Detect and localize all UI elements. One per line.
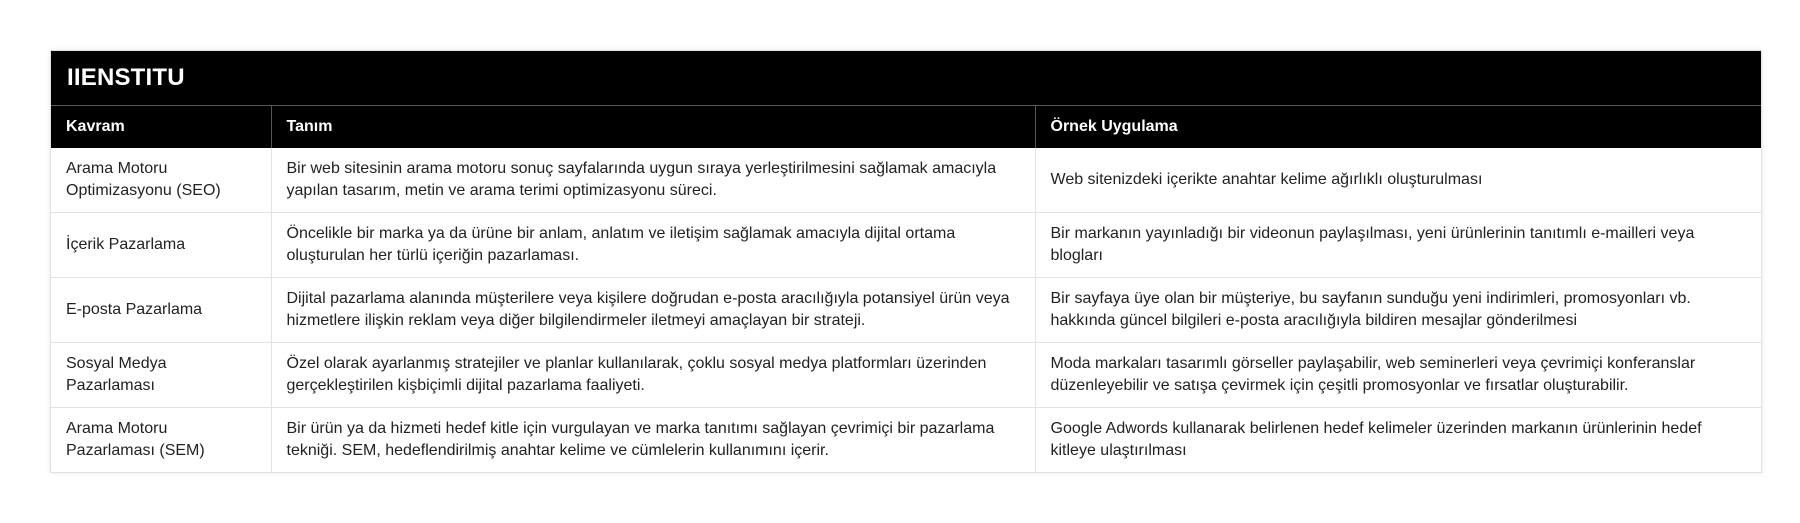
cell-ornek: Bir sayfaya üye olan bir müşteriye, bu sayfanın sunduğu yeni indirimleri, promosyonları vb. hakkında güncel bilgileri e-posta aracılığıyla bildiren mesajlar gönderilmesi — [1035, 278, 1761, 343]
concept-table-container — [50, 50, 1762, 473]
table-row — [51, 343, 1761, 408]
cell-kavram: Arama Motoru Optimizasyonu (SEO) — [51, 148, 271, 213]
header-kavram: Kavram — [51, 106, 271, 148]
cell-tanim: Dijital pazarlama alanında müşterilere veya kişilere doğrudan e-posta aracılığıyla potansiyel ürün veya hizmetlere ilişkin reklam veya diğer bilgilendirmeler iletmeyi amaçlayan bir strateji. — [271, 278, 1035, 343]
cell-kavram: İçerik Pazarlama — [51, 213, 271, 278]
table-row — [51, 148, 1761, 213]
header-tanim: Tanım — [271, 106, 1035, 148]
cell-kavram: Arama Motoru Pazarlaması (SEM) — [51, 408, 271, 473]
cell-ornek: Web sitenizdeki içerikte anahtar kelime ağırlıklı oluşturulması — [1035, 148, 1761, 213]
cell-tanim: Bir ürün ya da hizmeti hedef kitle için vurgulayan ve marka tanıtımı sağlayan çevrimiçi bir pazarlama tekniği. SEM, hedeflendirilmiş anahtar kelime ve cümlelerin kullanımını içerir. — [271, 408, 1035, 473]
concept-table — [51, 106, 1761, 472]
table-row — [51, 278, 1761, 343]
cell-kavram: Sosyal Medya Pazarlaması — [51, 343, 271, 408]
table-row — [51, 408, 1761, 473]
table-row — [51, 213, 1761, 278]
table-header-row — [51, 106, 1761, 148]
table-title: IIENSTITU — [51, 51, 1761, 106]
cell-kavram: E-posta Pazarlama — [51, 278, 271, 343]
cell-tanim: Öncelikle bir marka ya da ürüne bir anlam, anlatım ve iletişim sağlamak amacıyla dijital ortama oluşturulan her türlü içeriğin pazarlaması. — [271, 213, 1035, 278]
cell-tanim: Bir web sitesinin arama motoru sonuç sayfalarında uygun sıraya yerleştirilmesini sağlamak amacıyla yapılan tasarım, metin ve arama terimi optimizasyonu süreci. — [271, 148, 1035, 213]
cell-tanim: Özel olarak ayarlanmış stratejiler ve planlar kullanılarak, çoklu sosyal medya platformları üzerinden gerçekleştirilen kişbiçimli dijital pazarlama faaliyeti. — [271, 343, 1035, 408]
cell-ornek: Google Adwords kullanarak belirlenen hedef kelimeler üzerinden markanın ürünlerinin hedef kitleye ulaştırılması — [1050, 420, 1702, 459]
header-ornek-uygulama: Örnek Uygulama — [1035, 106, 1761, 148]
cell-ornek: Moda markaları tasarımlı görseller paylaşabilir, web seminerleri veya çevrimiçi konferanslar düzenleyebilir ve satışa çevirmek için çeşitli promosyonlar ve fırsatlar oluşturabilir. — [1035, 343, 1761, 408]
cell-ornek: Bir markanın yayınladığı bir videonun paylaşılması, yeni ürünlerinin tanıtımlı e-mailleri veya blogları — [1035, 213, 1761, 278]
